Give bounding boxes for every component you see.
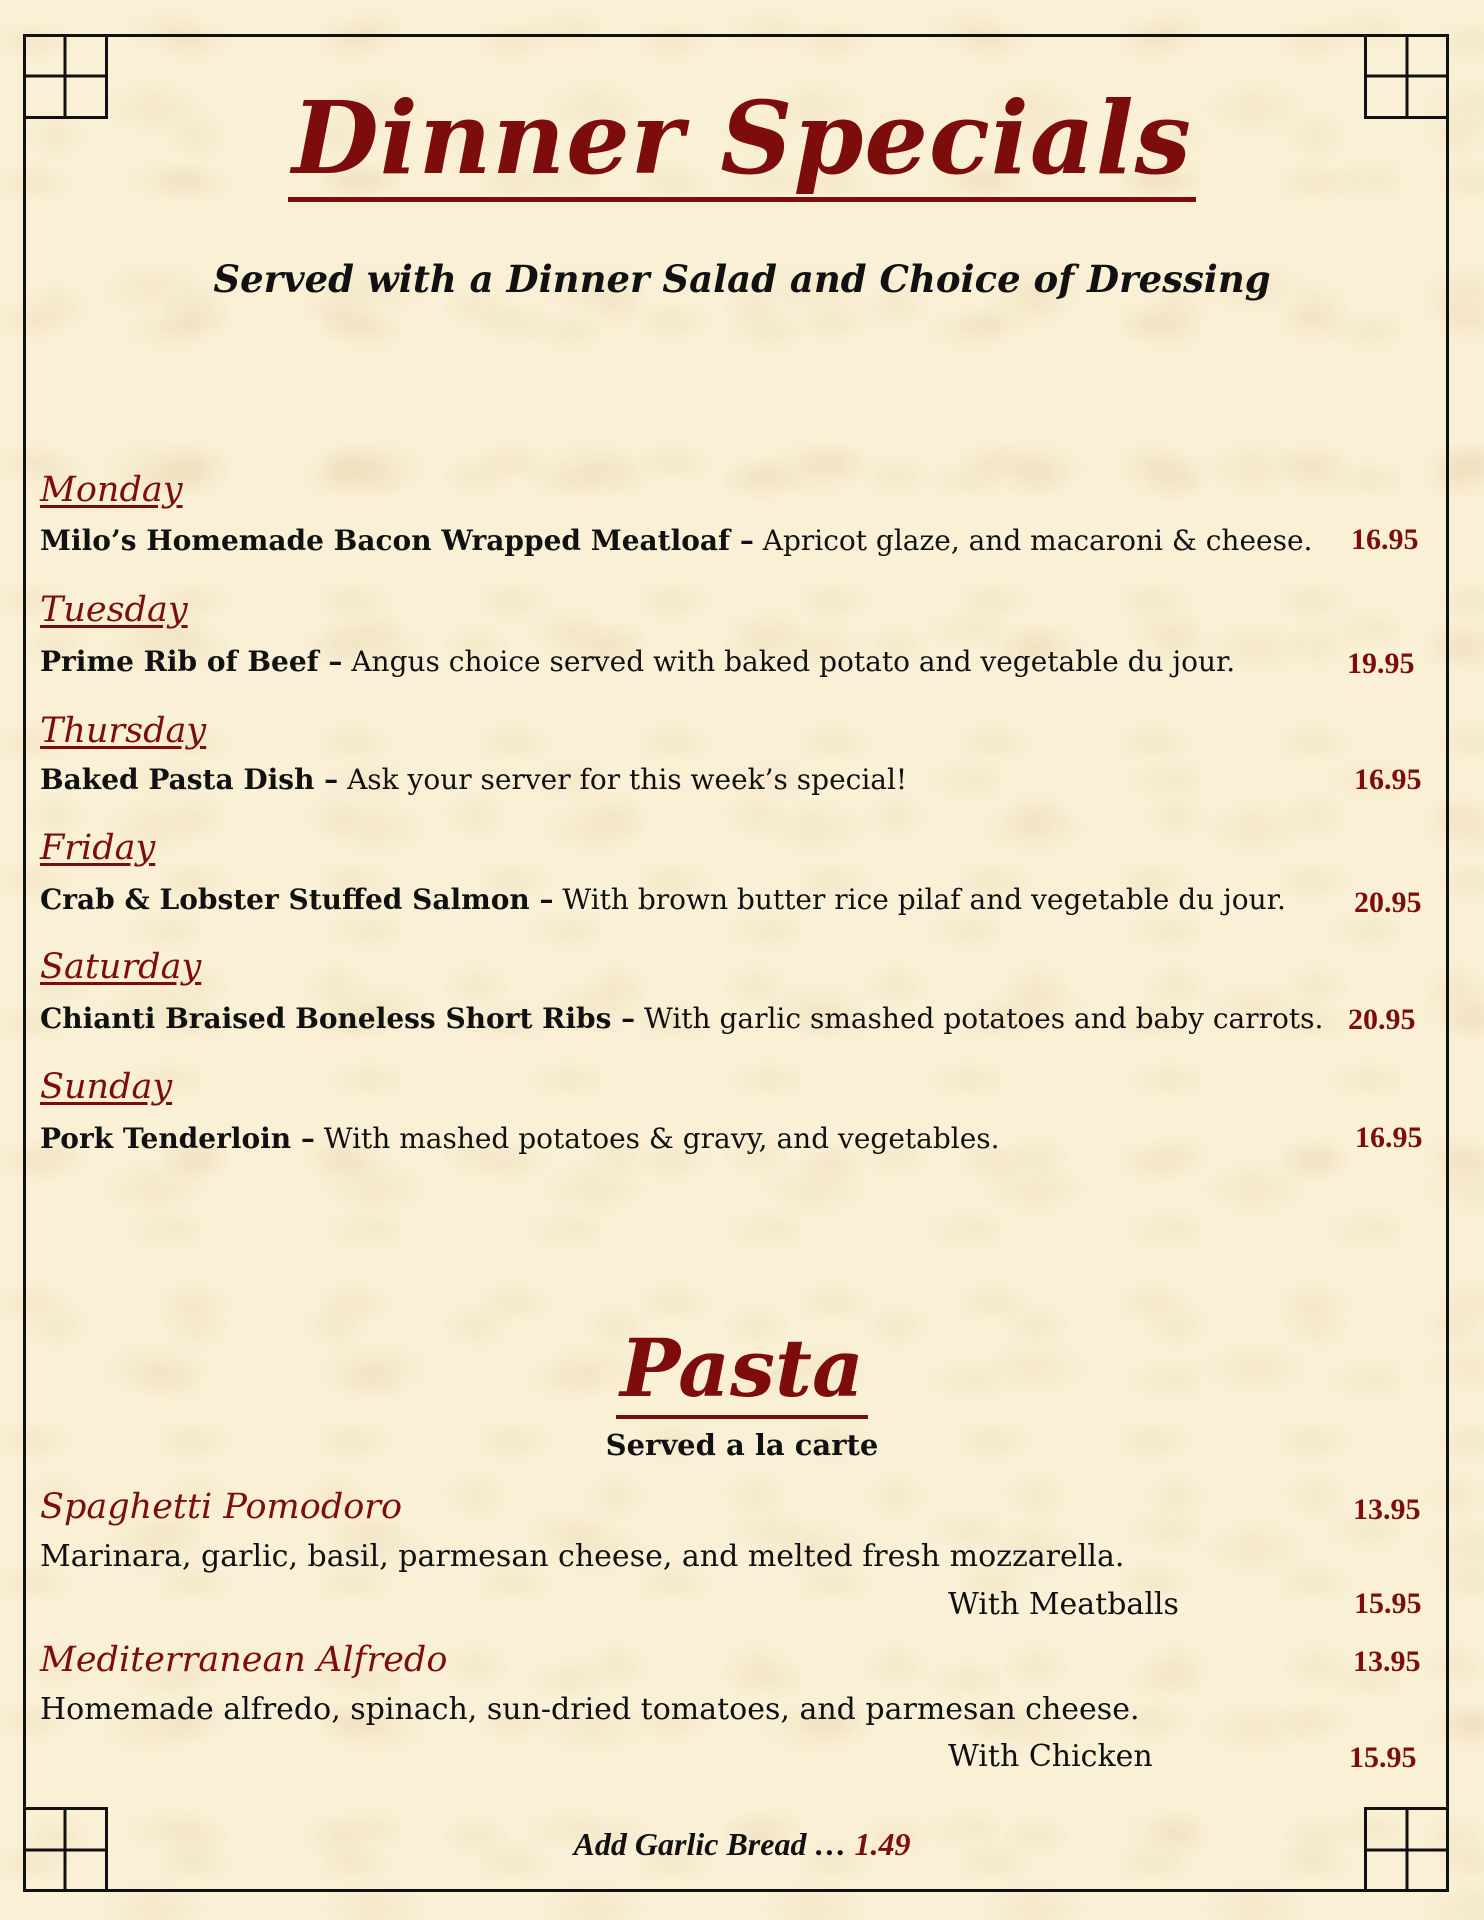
item-description: With brown butter rice pilaf and vegetable du jour. (553, 883, 1286, 916)
item-name: Crab & Lobster Stuffed Salmon – (40, 883, 554, 916)
item-price: 16.95 (1355, 1121, 1423, 1154)
item-price: 19.95 (1347, 647, 1415, 680)
item-price: 16.95 (1351, 523, 1419, 556)
pasta-section-title: Pasta (0, 1328, 1484, 1408)
item-price: 20.95 (1354, 886, 1422, 919)
special-item-tuesday (40, 645, 1235, 678)
special-item-friday (40, 883, 1286, 916)
special-item-saturday (40, 1002, 1323, 1035)
pasta-item-name: Mediterranean Alfredo (40, 1640, 448, 1680)
pasta-item-name: Spaghetti Pomodoro (40, 1487, 403, 1527)
day-heading-thursday: Thursday (40, 711, 207, 751)
item-name: Pork Tenderloin – (40, 1122, 315, 1155)
special-item-sunday (40, 1122, 1000, 1155)
footer-text: Add Garlic Bread … (573, 1826, 855, 1862)
pasta-addon-price: 15.95 (1354, 1587, 1422, 1620)
pasta-item-description: Marinara, garlic, basil, parmesan cheese, and melted fresh mozzarella. (40, 1539, 1125, 1574)
page-subtitle: Served with a Dinner Salad and Choice of Dressing (213, 257, 1271, 301)
pasta-addon-label: With Chicken (948, 1739, 1153, 1774)
footer-price: 1.49 (854, 1826, 911, 1862)
page-title: Dinner Specials (0, 88, 1484, 188)
pasta-addon-price: 15.95 (1349, 1741, 1417, 1774)
item-description: With mashed potatoes & gravy, and vegetables. (314, 1122, 1000, 1155)
pasta-section-subtitle: Served a la carte (605, 1428, 879, 1462)
pasta-item-description: Homemade alfredo, spinach, sun-dried tomatoes, and parmesan cheese. (40, 1692, 1140, 1727)
pasta-addon-label: With Meatballs (948, 1587, 1179, 1622)
pasta-item-price: 13.95 (1353, 1493, 1421, 1526)
menu-border (23, 34, 1449, 1892)
item-name: Baked Pasta Dish – (40, 763, 339, 796)
pasta-item-price: 13.95 (1353, 1645, 1421, 1678)
item-price: 16.95 (1354, 763, 1422, 796)
day-heading-saturday: Saturday (40, 947, 202, 987)
garlic-bread-addon (0, 1826, 1484, 1863)
item-description: Angus choice served with baked potato and vegetable du jour. (342, 645, 1236, 678)
item-name: Milo’s Homemade Bacon Wrapped Meatloaf – (40, 524, 754, 557)
special-item-monday (40, 524, 1312, 557)
item-description: With garlic smashed potatoes and baby carrots. (635, 1002, 1324, 1035)
item-name: Prime Rib of Beef – (40, 645, 343, 678)
special-item-thursday (40, 763, 907, 796)
item-description: Apricot glaze, and macaroni & cheese. (753, 524, 1313, 557)
item-price: 20.95 (1348, 1003, 1416, 1036)
day-heading-friday: Friday (40, 828, 156, 868)
day-heading-sunday: Sunday (40, 1067, 173, 1107)
day-heading-tuesday: Tuesday (40, 590, 188, 630)
item-name: Chianti Braised Boneless Short Ribs – (40, 1002, 636, 1035)
item-description: Ask your server for this week’s special! (338, 763, 908, 796)
day-heading-monday: Monday (40, 470, 183, 510)
